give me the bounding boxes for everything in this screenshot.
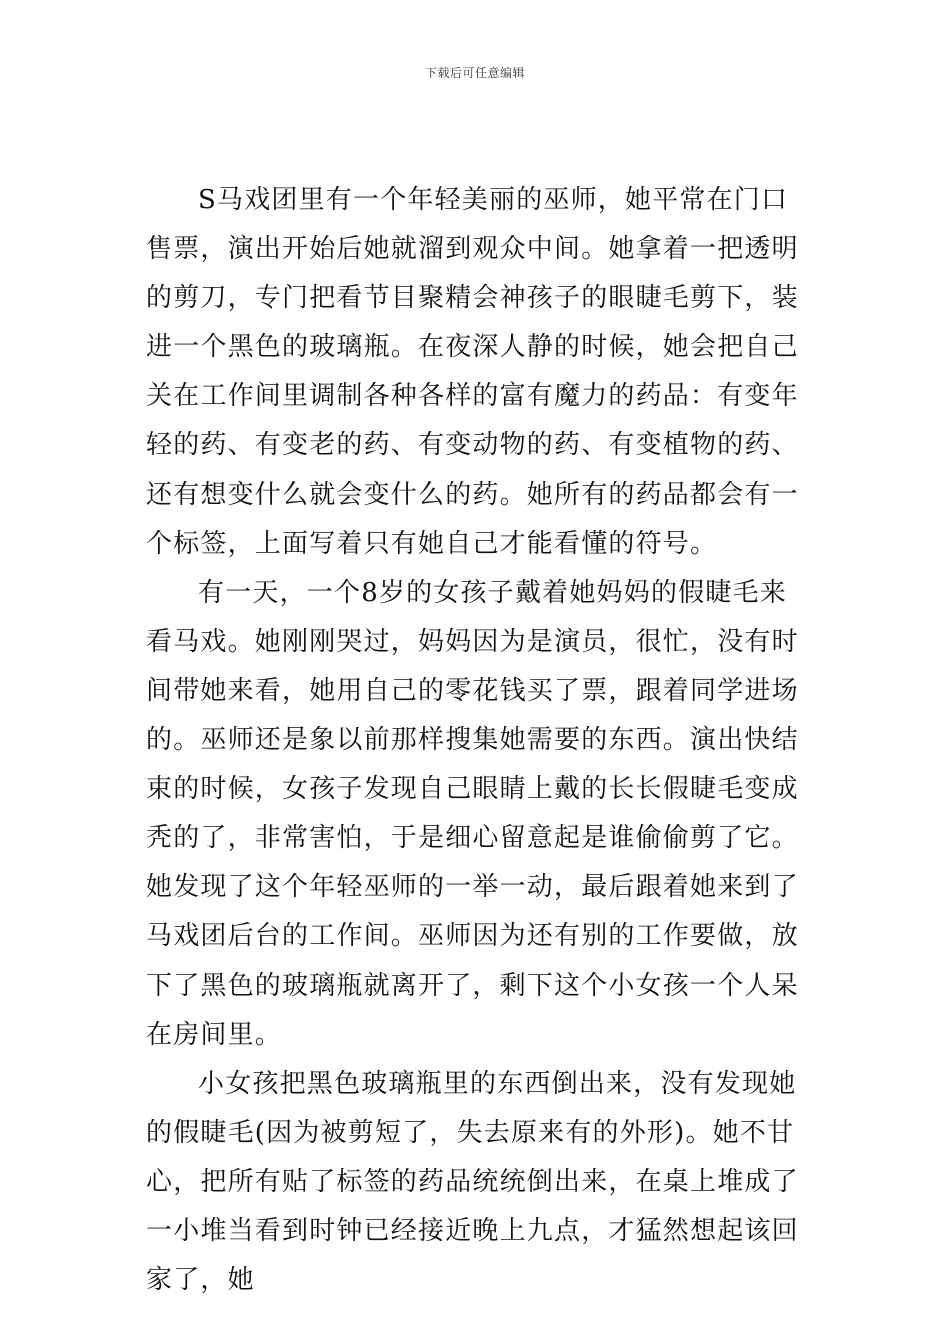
paragraph-2: 有一天，一个8岁的女孩子戴着她妈妈的假睫毛来看马戏。她刚刚哭过，妈妈因为是演员，很忙，没有时间带她来看，她用自己的零花钱买了票，跟着同学进场的。巫师还是象以前那样搜集她需要的东西。演出快结束的时候，女孩子发现自己眼睛上戴的长长假睫毛变成秃的了，非常害怕，于是细心留意起是谁偷偷剪了它。她发现了这个年轻巫师的一举一动，最后跟着她来到了马戏团后台的工作间。巫师因为还有别的工作要做，放下了黑色的玻璃瓶就离开了，剩下这个小女孩一个人呆在房间里。 <box>146 577 799 1050</box>
paragraph-3: 小女孩把黑色玻璃瓶里的东西倒出来，没有发现她的假睫毛(因为被剪短了，失去原来有的外形)。她不甘心，把所有贴了标签的药品统统倒出来，在桌上堆成了一小堆当看到时钟已经接近晚上九点，才猛然想起该回家了，她 <box>146 1068 799 1296</box>
paragraph-1: S马戏团里有一个年轻美丽的巫师，她平常在门口售票，演出开始后她就溜到观众中间。她拿着一把透明的剪刀，专门把看节目聚精会神孩子的眼睫毛剪下，装进一个黑色的玻璃瓶。在夜深人静的时候，她会把自己关在工作间里调制各种各样的富有魔力的药品：有变年轻的药、有变老的药、有变动物的药、有变植物的药、还有想变什么就会变什么的药。她所有的药品都会有一个标签，上面写着只有她自己才能看懂的符号。 <box>146 185 799 559</box>
document-body <box>146 176 814 1305</box>
page-header: 下载后可任意编辑 <box>424 66 525 80</box>
